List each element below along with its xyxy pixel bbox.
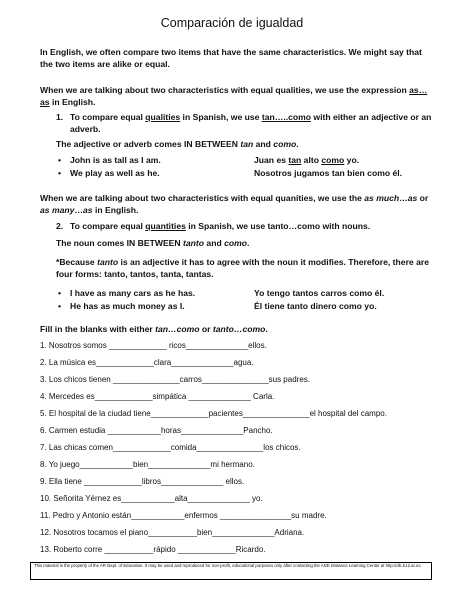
- exercise-item-12: 12. Nosotros tocamos el piano___________bien______________Adriana.: [40, 528, 305, 537]
- exercise-item-5: 5. El hospital de la ciudad tiene_____________pacientes_______________el hospital del campo.: [40, 409, 387, 418]
- exercise-item-9: 9. Ella tiene _____________libros______________ ellos.: [40, 477, 245, 486]
- exercise-item-7: 7. Las chicas comen_____________comida_______________los chicos.: [40, 443, 301, 452]
- intro-paragraph: In English, we often compare two items that have the same characteristics. We might say that the two items are alike or equal.: [40, 47, 422, 69]
- bullet-icon: •: [58, 301, 62, 311]
- exercise-item-10: 10. Señorita Yérnez es____________alta______________ yo.: [40, 494, 263, 503]
- exercise-item-13: 13. Roberto corre ___________rápido _____________Ricardo.: [40, 545, 266, 554]
- footer-notice: This material is the property of the AR Dept. of Education. It may be used and reproduced for non-profit, educational purposes only after contacting the ADE Distance Learning Center at http://dlc.k12.ar.us.: [34, 563, 422, 568]
- exercise-item-11: 11. Pedro y Antonio están____________enfermos ________________su madre.: [40, 511, 327, 520]
- exercise-item-4: 4. Mercedes es_____________simpática ______________ Carla.: [40, 392, 275, 401]
- page-title: Comparación de igualdad: [160, 16, 304, 30]
- tanto-agreement-note: *Because tanto is an adjective it has to agree with the noun it modifies. Therefore, there are four forms: tanto, tantos, tanta, tantas.: [56, 257, 429, 279]
- bullet-icon: •: [58, 168, 62, 178]
- quantities-example-1: • I have as many cars as he has. Yo tengo tantos carros como él.: [58, 288, 385, 298]
- bullet-icon: •: [58, 155, 62, 165]
- bullet-icon: •: [58, 288, 62, 298]
- qualities-example-2: • We play as well as he. Nosotros jugamos tan bien como él.: [58, 168, 403, 178]
- rule-2-text: To compare equal quantities in Spanish, we use tanto…como with nouns.: [70, 221, 371, 231]
- qualities-example-1: • John is as tall as I am. Juan es tan alto como yo.: [58, 155, 360, 165]
- fill-heading: Fill in the blanks with either tan…como or tanto…como.: [40, 324, 268, 334]
- exercise-item-1: 1. Nosotros somos _____________ ricos______________ellos.: [40, 341, 267, 350]
- exercise-item-6: 6. Carmen estudia ____________horas______________Pancho.: [40, 426, 273, 435]
- qualities-between-note: The adjective or adverb comes IN BETWEEN tan and como.: [56, 139, 299, 149]
- rule-2-number: 2.: [56, 221, 64, 231]
- exercise-item-2: 2. La música es_____________clara______________agua.: [40, 358, 254, 367]
- quantities-between-note: The noun comes IN BETWEEN tanto and como.: [56, 238, 250, 248]
- rule-1-text: To compare equal qualities in Spanish, we use tan…..como with either an adjective or an adverb.: [70, 112, 432, 134]
- quantities-intro: When we are talking about two characteristics with equal quanities, we use the as much…as or as many…as in English.: [40, 193, 429, 215]
- qualities-intro: When we are talking about two characteristics with equal qualities, we use the expression as…as in English.: [40, 85, 428, 107]
- rule-1-number: 1.: [56, 112, 64, 122]
- quantities-example-2: • He has as much money as I. Él tiene tanto dinero como yo.: [58, 301, 377, 311]
- exercise-item-8: 8. Yo juego____________bien______________mi hermano.: [40, 460, 255, 469]
- exercise-item-3: 3. Los chicos tienen _______________carros_______________sus padres.: [40, 375, 310, 384]
